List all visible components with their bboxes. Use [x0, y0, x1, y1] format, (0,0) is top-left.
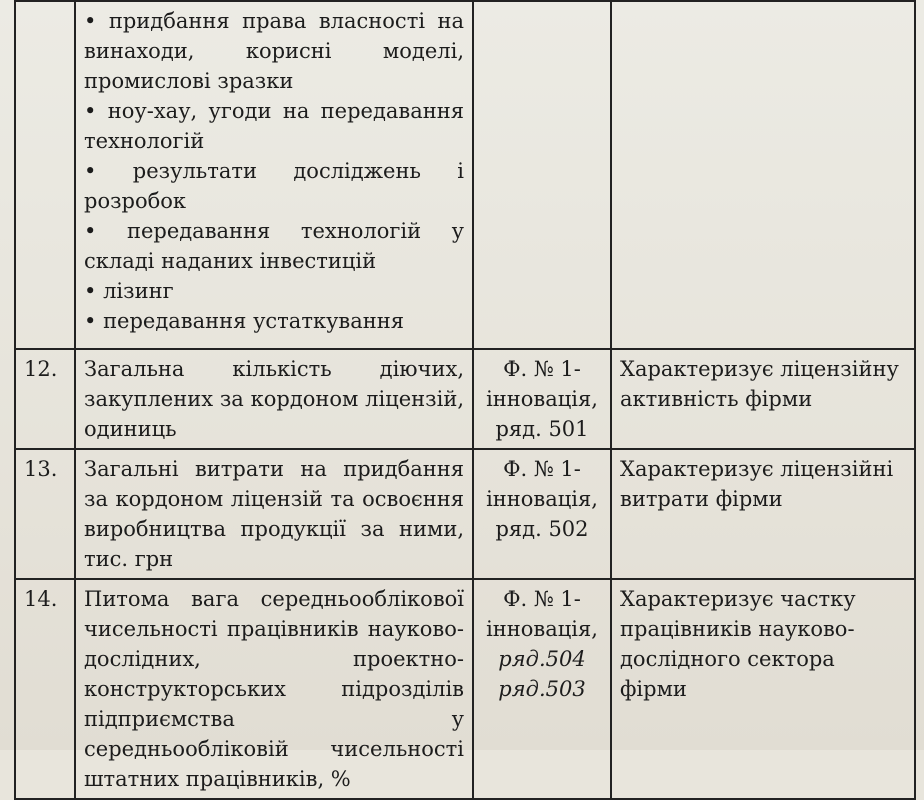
- table-row: [15, 579, 915, 799]
- row-source: [473, 579, 611, 799]
- list-item: • лізинг: [84, 276, 464, 306]
- source-line: Ф. № 1-: [503, 457, 581, 481]
- table-row: [15, 349, 915, 449]
- source-line: ряд.504: [498, 647, 586, 671]
- list-item: • передавання устаткування: [84, 306, 464, 336]
- list-item: • передавання технологій у складі наданих інвестицій: [84, 216, 464, 276]
- list-item: • результати досліджень і розробок: [84, 156, 464, 216]
- list-item: • придбання права власності на винаходи, корисні моделі, промислові зразки: [84, 6, 464, 96]
- source-line: Ф. № 1-: [503, 357, 581, 381]
- list-item: • ноу-хау, угоди на передавання технологій: [84, 96, 464, 156]
- row-note: Характеризує ліцензійну активність фірми: [611, 349, 915, 449]
- number-cell: [15, 1, 75, 349]
- row-number: 12.: [15, 349, 75, 449]
- row-description: Питома вага середньооблікової чисельності працівників науково-дослідних, проектно-конструкторських підрозділів підприємства у середньообліковій чисельності штатних працівників, %: [75, 579, 473, 799]
- row-note: Характеризує частку працівників науково-дослідного сектора фірми: [611, 579, 915, 799]
- note-cell: [611, 1, 915, 349]
- source-line: інновація,: [486, 617, 598, 641]
- source-line: ряд.503: [498, 677, 586, 701]
- row-note: Характеризує ліцензійні витрати фірми: [611, 449, 915, 579]
- source-line: інновація,: [486, 387, 598, 411]
- indicators-table: [14, 0, 916, 800]
- row-number: 14.: [15, 579, 75, 799]
- source-line: ряд. 502: [495, 517, 589, 541]
- row-description: Загальні витрати на придбання за кордоном ліцензій та освоєння виробництва продукції за ними, тис. грн: [75, 449, 473, 579]
- source-cell: [473, 1, 611, 349]
- row-number: 13.: [15, 449, 75, 579]
- table-row: [15, 1, 915, 349]
- source-line: інновація,: [486, 487, 598, 511]
- table-row: [15, 449, 915, 579]
- source-line: ряд. 501: [495, 417, 589, 441]
- row-source: [473, 349, 611, 449]
- row-description: Загальна кількість діючих, закуплених за кордоном ліцензій, одиниць: [75, 349, 473, 449]
- row-source: [473, 449, 611, 579]
- source-line: Ф. № 1-: [503, 587, 581, 611]
- description-cell: [75, 1, 473, 349]
